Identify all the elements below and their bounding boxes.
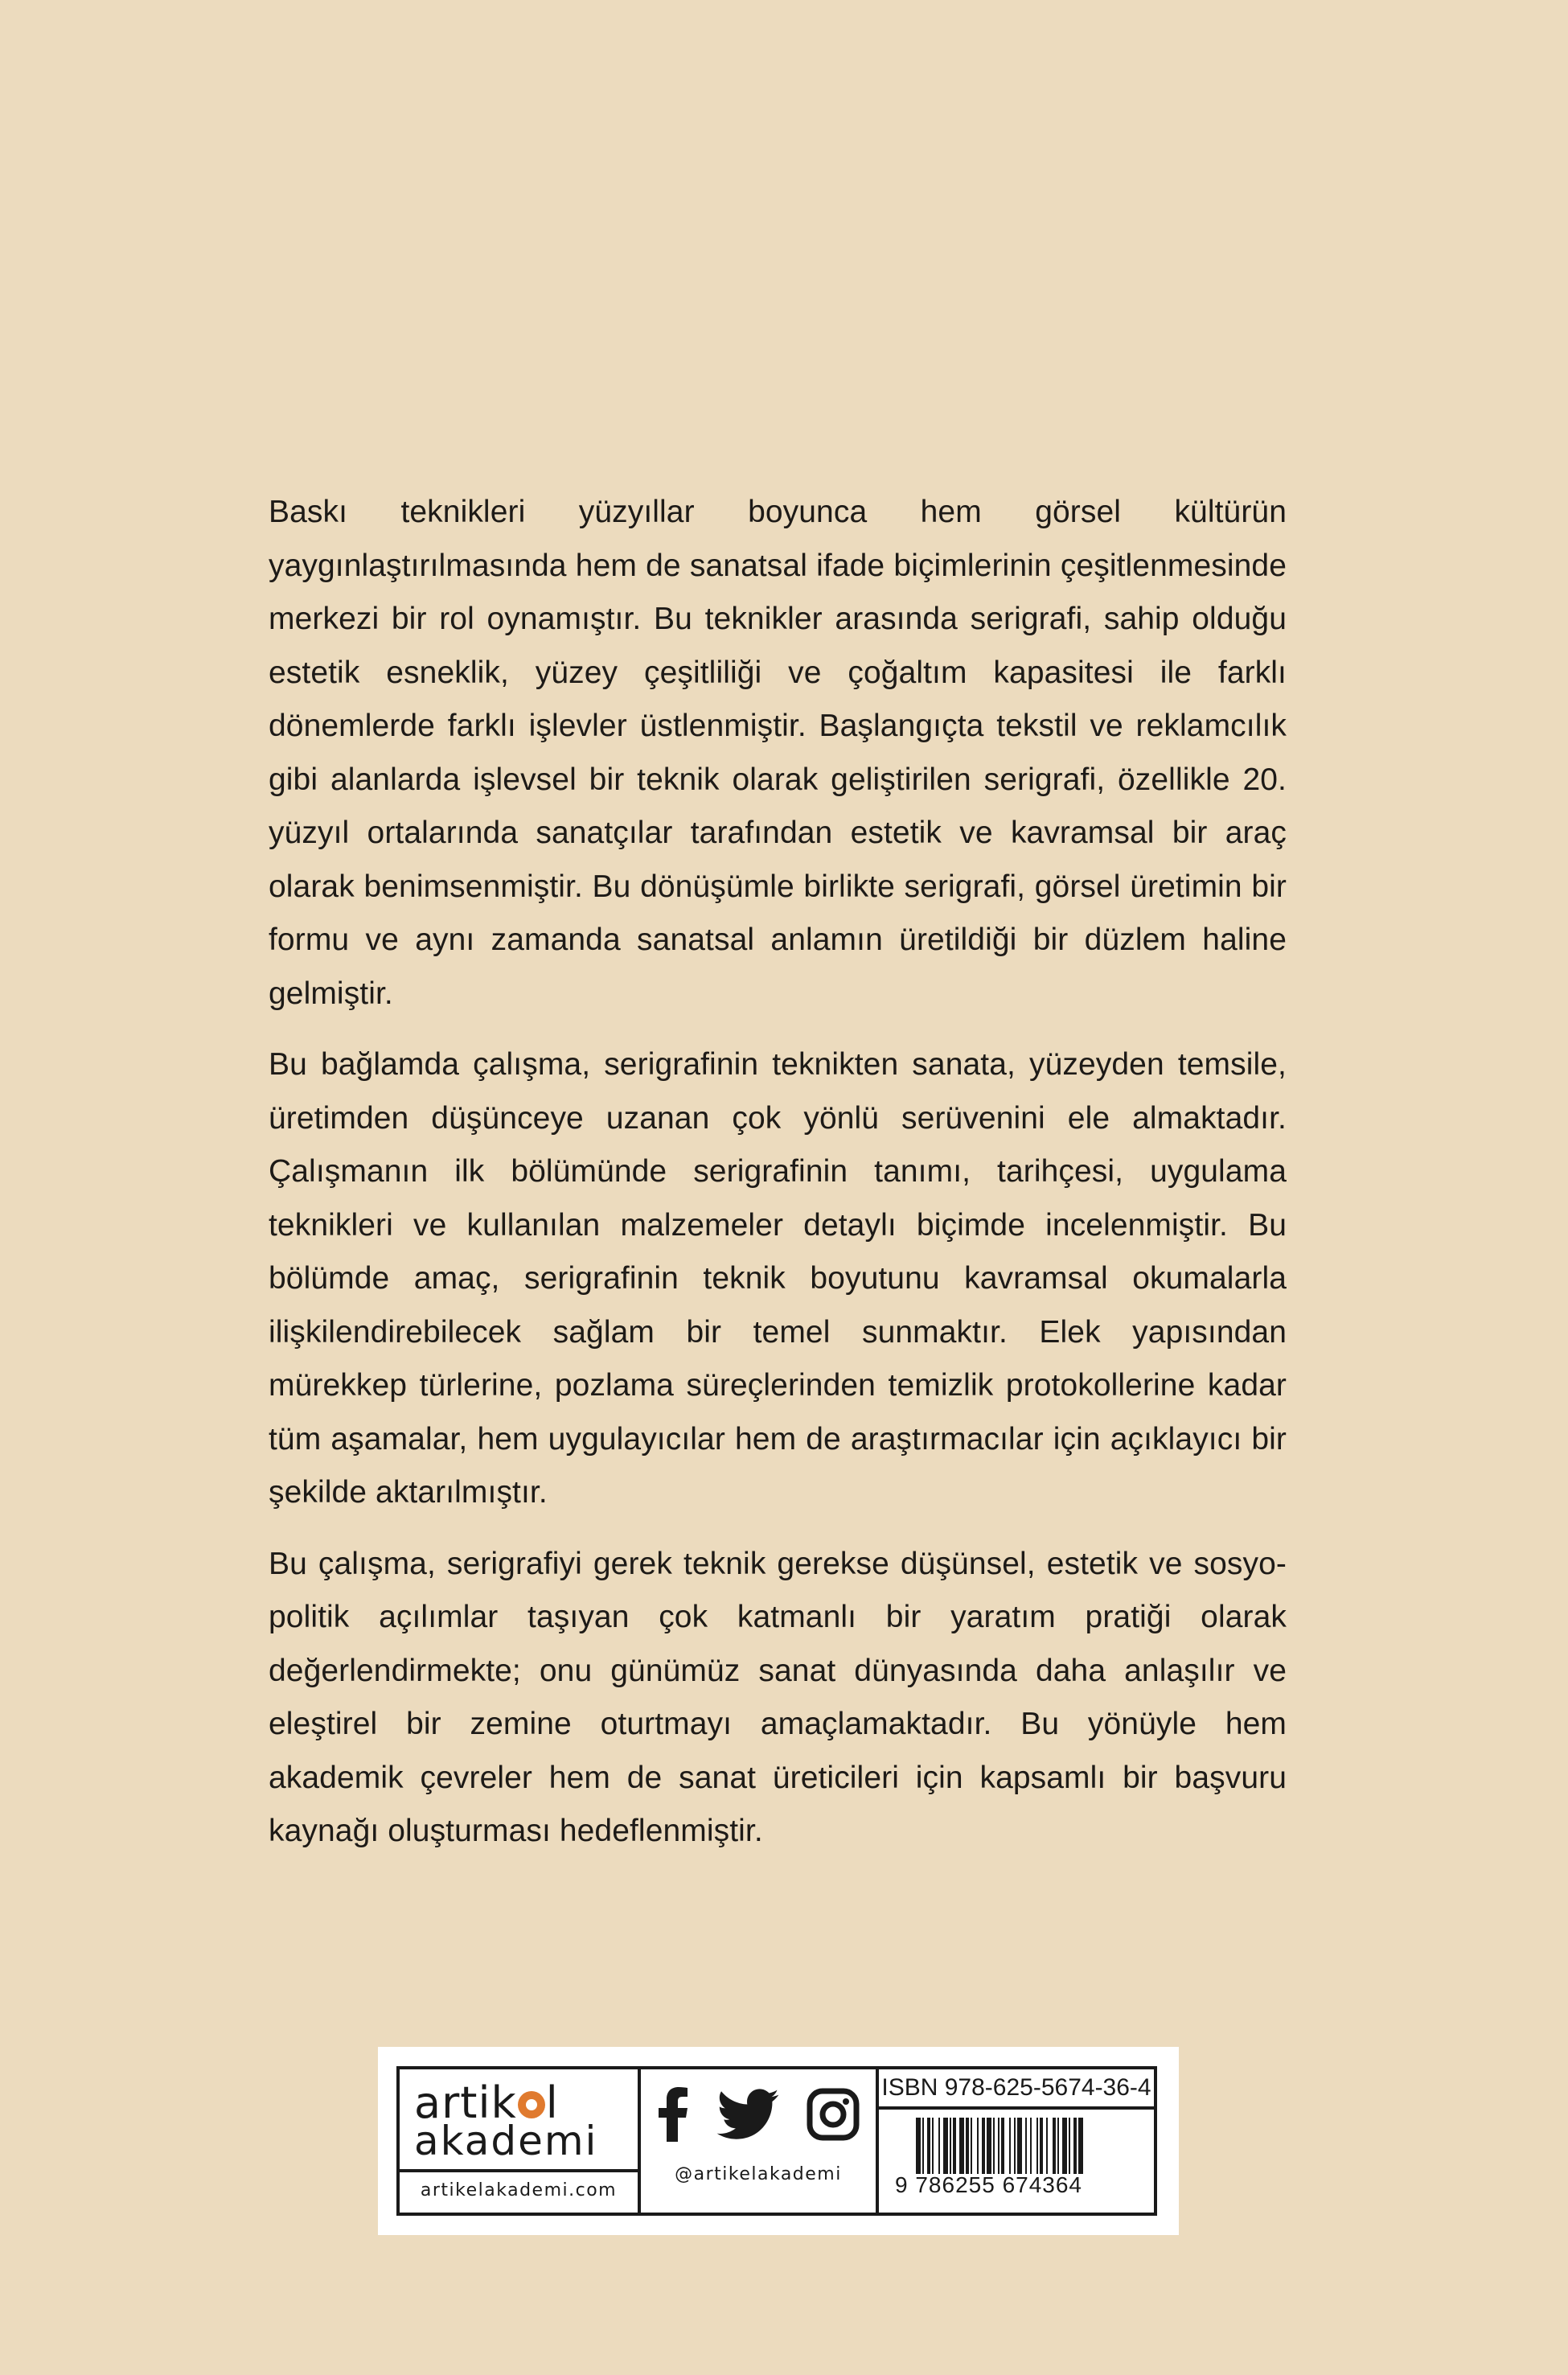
publisher-info-box	[378, 2047, 1179, 2235]
isbn-divider	[879, 2106, 1154, 2110]
barcode-bar	[1040, 2118, 1043, 2174]
isbn-number: ISBN 978-625-5674-36-4	[881, 2074, 1151, 2101]
barcode-bar	[1073, 2118, 1077, 2174]
social-panel	[641, 2069, 879, 2213]
barcode-bar	[1025, 2118, 1027, 2174]
barcode-bar	[950, 2118, 951, 2174]
barcode-bar	[982, 2118, 985, 2174]
publisher-info-frame	[396, 2066, 1157, 2216]
barcode-bar	[1017, 2118, 1022, 2174]
publisher-logo-line-2: akademi	[414, 2118, 598, 2164]
social-handle[interactable]: @artikelakademi	[675, 2164, 842, 2184]
social-icons	[641, 2087, 876, 2142]
barcode-bar	[922, 2118, 924, 2174]
paragraph-2: Bu bağlamda çalışma, serigrafinin teknikten sanata, yüzeyden temsile, üretimden düşünceye uzanan çok yönlü serüvenini ele almaktadır. Çalışmanın ilk bölümünde serigrafinin tanımı, tarihçesi, uygulama teknikleri ve kullanılan malzemeler detaylı biçimde incelenmiştir. Bu bölümde amaç, serigrafinin teknik boyutunu kavramsal okumalarla ilişkilendirebilecek sağlam bir temel sunmaktır. Elek yapısından mürekkep türlerine, pozlama süreçlerinden temizlik protokollerine kadar tüm aşamalar, hem uygulayıcılar hem de araştırmacılar için açıklayıcı bir şekilde aktarılmıştır.	[269, 1047, 1287, 1510]
barcode-bar	[987, 2118, 991, 2174]
barcode-bar	[916, 2118, 921, 2174]
barcode-bar	[1036, 2118, 1038, 2174]
barcode-bar	[1046, 2118, 1048, 2174]
facebook-icon[interactable]	[657, 2087, 689, 2142]
logo-mark-icon	[518, 2091, 545, 2118]
barcode-bar	[993, 2118, 995, 2174]
publisher-logo-panel	[400, 2069, 641, 2213]
barcode-bar	[1062, 2118, 1067, 2174]
barcode	[916, 2118, 1141, 2174]
barcode-bar	[932, 2118, 934, 2174]
paragraph-3: Bu çalışma, serigrafiyi gerek teknik gerekse düşünsel, estetik ve sosyo-politik açılımlar taşıyan çok katmanlı bir yaratım pratiği olarak değerlendirmekte; onu günümüz sanat dünyasında daha anlaşılır ve eleştirel bir zemine oturtmayı amaçlamaktadır. Bu yönüyle hem akademik çevreler hem de sanat üreticileri için kapsamlı bir başvuru kaynağı oluşturması hedeflenmiştir.	[269, 1546, 1287, 1848]
logo-divider	[400, 2169, 638, 2172]
barcode-bar	[953, 2118, 956, 2174]
publisher-website[interactable]: artikelakademi.com	[420, 2180, 618, 2200]
barcode-bar	[1069, 2118, 1070, 2174]
barcode-bar	[938, 2118, 940, 2174]
barcode-bar	[971, 2118, 972, 2174]
back-cover-text	[269, 486, 1287, 1876]
barcode-bar	[1057, 2118, 1059, 2174]
twitter-icon[interactable]	[716, 2089, 779, 2140]
barcode-bar	[1001, 2118, 1004, 2174]
barcode-digits: 9 786255 674364	[895, 2172, 1082, 2197]
barcode-bar	[998, 2118, 999, 2174]
barcode-bar	[1014, 2118, 1016, 2174]
barcode-bar	[1078, 2118, 1083, 2174]
barcode-bar	[977, 2118, 979, 2174]
barcode-bar	[927, 2118, 930, 2174]
barcode-bar	[943, 2118, 948, 2174]
barcode-bar	[966, 2118, 969, 2174]
logo-text-start: artik	[414, 2077, 517, 2128]
barcode-bar	[1009, 2118, 1011, 2174]
instagram-icon[interactable]	[807, 2088, 860, 2141]
isbn-panel	[879, 2069, 1154, 2213]
logo-text-end: l	[545, 2077, 559, 2128]
barcode-bar	[959, 2118, 964, 2174]
paragraph-1: Baskı teknikleri yüzyıllar boyunca hem görsel kültürün yaygınlaştırılmasında hem de sanatsal ifade biçimlerinin çeşitlenmesinde merkezi bir rol oynamıştır. Bu teknikler arasında serigrafi, sahip olduğu estetik esneklik, yüzey çeşitliliği ve çoğaltım kapasitesi ile farklı dönemlerde farklı işlevler üstlenmiştir. Başlangıçta tekstil ve reklamcılık gibi alanlarda işlevsel bir teknik olarak geliştirilen serigrafi, özellikle 20. yüzyıl ortalarında sanatçılar tarafından estetik ve kavramsal bir araç olarak benimsenmiştir. Bu dönüşümle birlikte serigrafi, görsel üretimin bir formu ve aynı zamanda sanatsal anlamın üretildiği bir düzlem haline gelmiştir.	[269, 495, 1287, 1011]
barcode-bar	[1030, 2118, 1032, 2174]
barcode-bar	[1053, 2118, 1056, 2174]
